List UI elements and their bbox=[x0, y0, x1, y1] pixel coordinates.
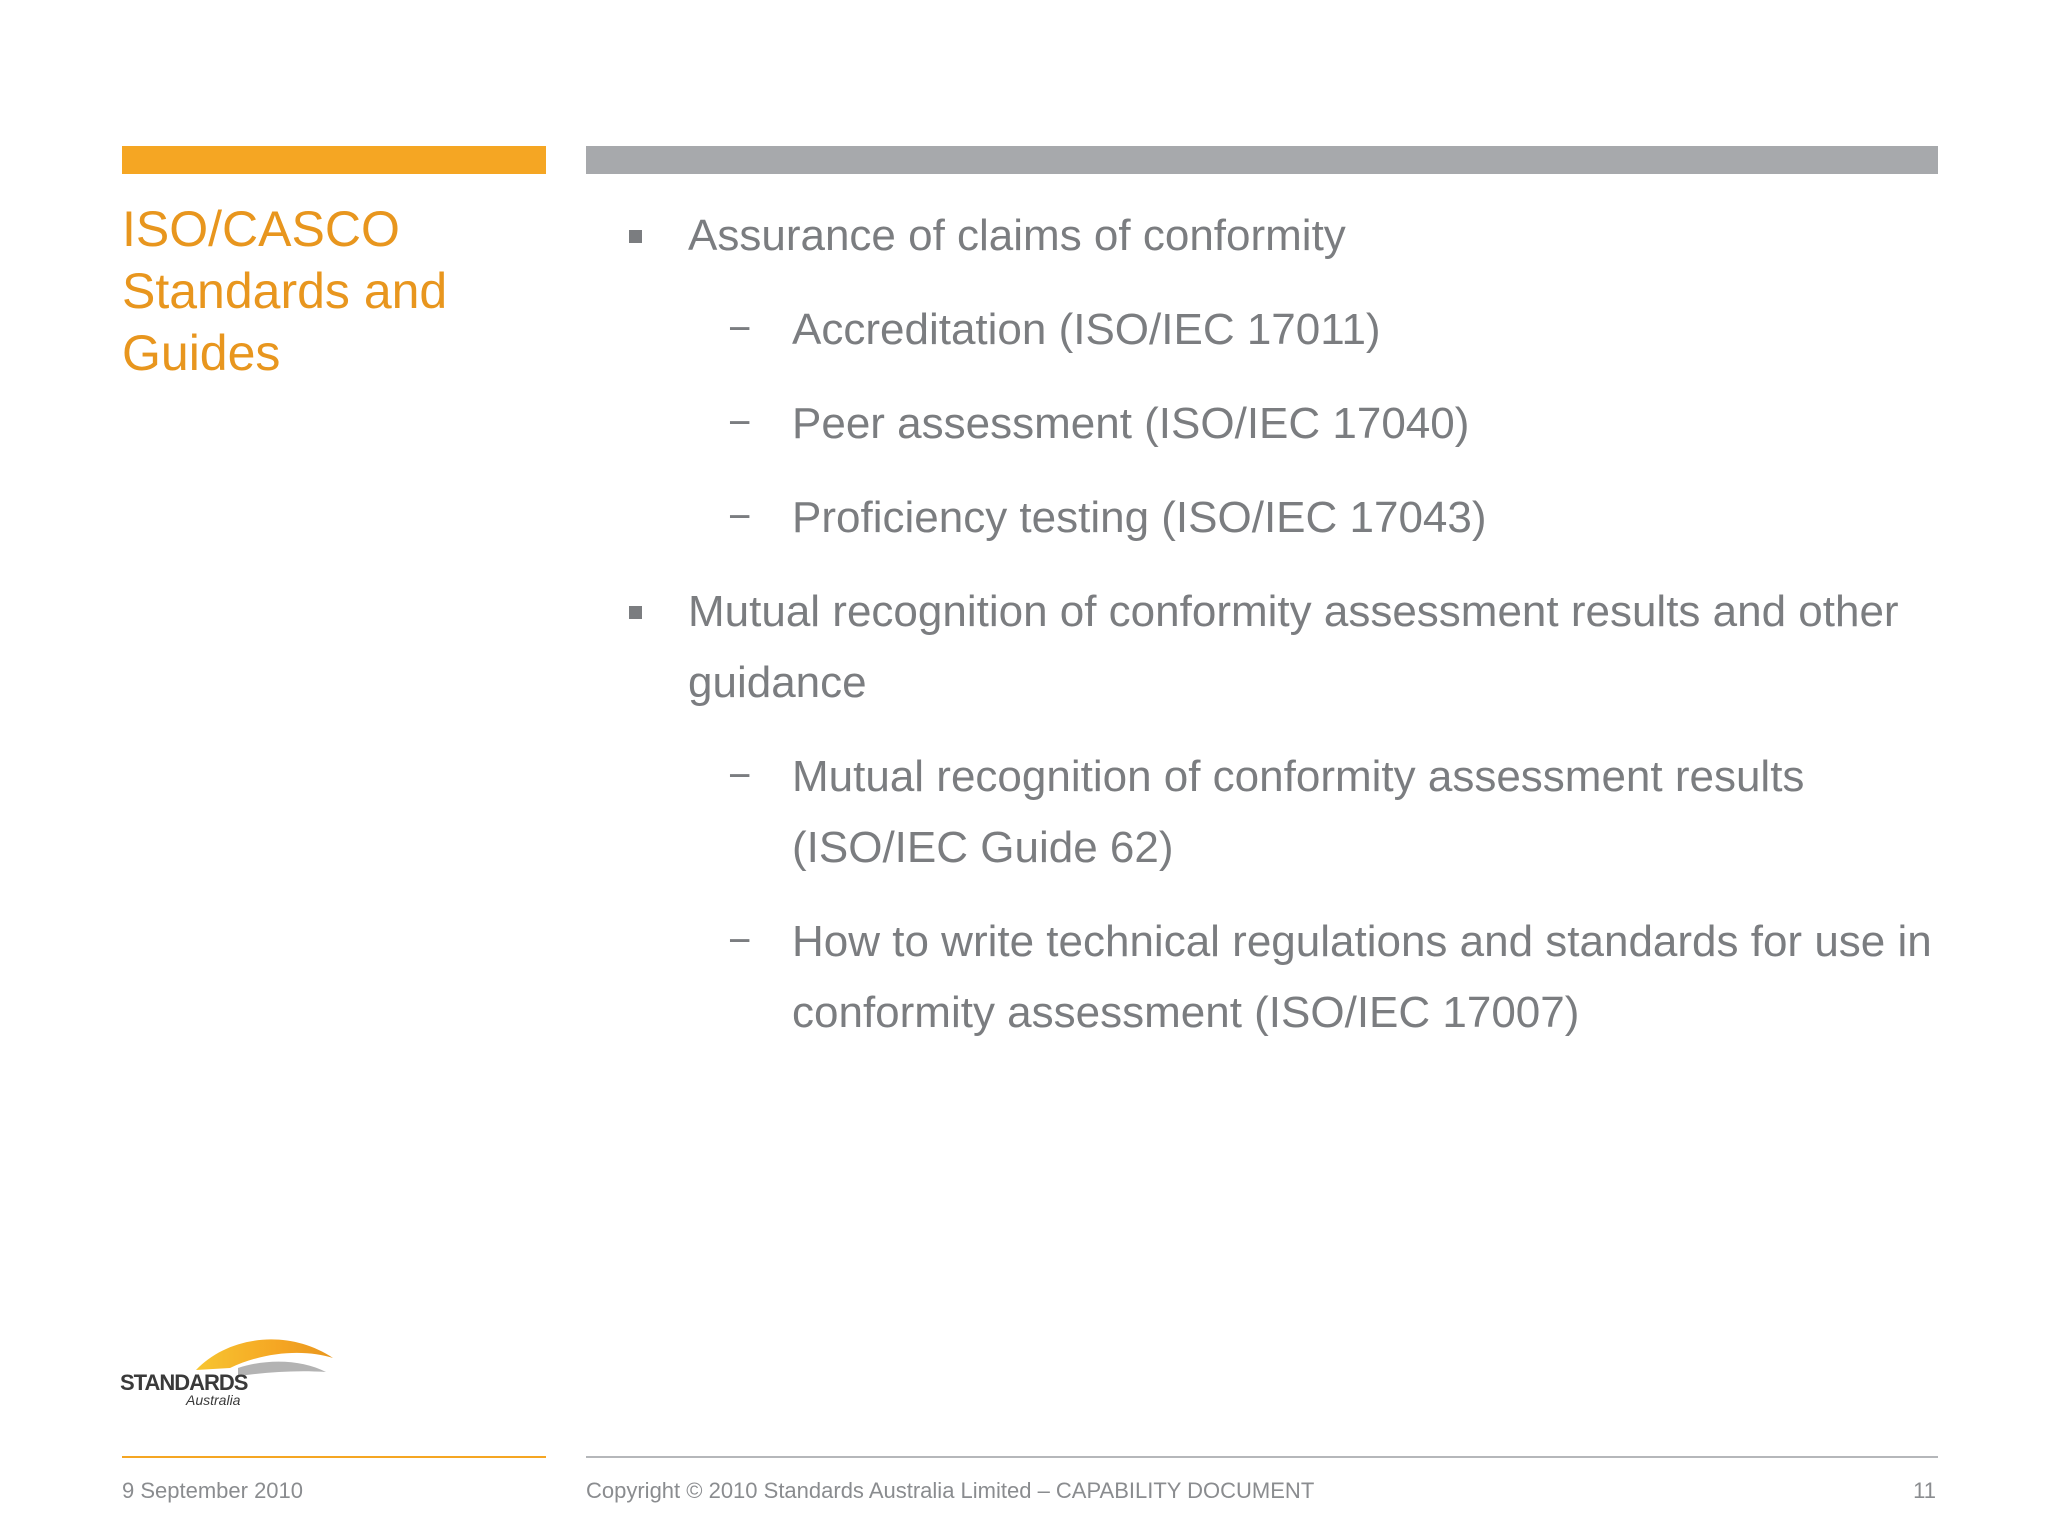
sub-bullet-item bbox=[586, 741, 1946, 883]
logo-wordmark: STANDARDS bbox=[120, 1370, 248, 1395]
bullet-item bbox=[586, 576, 1946, 718]
sub-bullet-text: Peer assessment (ISO/IEC 17040) bbox=[792, 399, 1470, 448]
dash-bullet-icon: − bbox=[728, 495, 752, 539]
sub-bullet-text: How to write technical regulations and standards for use in conformity assessment (ISO/IEC 17007) bbox=[792, 917, 1932, 1037]
sub-bullet-text: Mutual recognition of conformity assessment results (ISO/IEC Guide 62) bbox=[792, 752, 1805, 872]
slide-title-line-2: Standards and bbox=[122, 263, 448, 319]
footer-copyright: Copyright © 2010 Standards Australia Limited – CAPABILITY DOCUMENT bbox=[586, 1478, 1315, 1503]
dash-bullet-icon: − bbox=[728, 307, 752, 351]
accent-bar-gray bbox=[586, 146, 1938, 174]
sub-bullet-text: Accreditation (ISO/IEC 17011) bbox=[792, 305, 1381, 354]
accent-bar-orange bbox=[122, 146, 546, 174]
standards-australia-logo bbox=[118, 1328, 338, 1418]
square-bullet-icon bbox=[629, 230, 642, 243]
slide-title bbox=[122, 198, 542, 384]
slide-content bbox=[586, 200, 1946, 1071]
slide-title-line-3: Guides bbox=[122, 325, 281, 381]
logo-subtext: Australia bbox=[186, 1392, 241, 1408]
sub-bullet-item bbox=[586, 294, 1946, 365]
sub-bullet-text: Proficiency testing (ISO/IEC 17043) bbox=[792, 493, 1487, 542]
bullet-text: Mutual recognition of conformity assessment results and other guidance bbox=[688, 587, 1899, 707]
dash-bullet-icon: − bbox=[728, 754, 752, 798]
dash-bullet-icon: − bbox=[728, 401, 752, 445]
page-number: 11 bbox=[1913, 1478, 1936, 1503]
footer-rule-orange bbox=[122, 1456, 546, 1458]
bullet-text: Assurance of claims of conformity bbox=[688, 211, 1346, 260]
slide-title-line-1: ISO/CASCO bbox=[122, 201, 400, 257]
square-bullet-icon bbox=[629, 606, 642, 619]
bullet-item bbox=[586, 200, 1946, 271]
dash-bullet-icon: − bbox=[728, 919, 752, 963]
sub-bullet-item bbox=[586, 482, 1946, 553]
sub-bullet-item bbox=[586, 906, 1946, 1048]
footer-rule-gray bbox=[586, 1456, 1938, 1458]
footer-date: 9 September 2010 bbox=[122, 1478, 304, 1503]
sub-bullet-item bbox=[586, 388, 1946, 459]
